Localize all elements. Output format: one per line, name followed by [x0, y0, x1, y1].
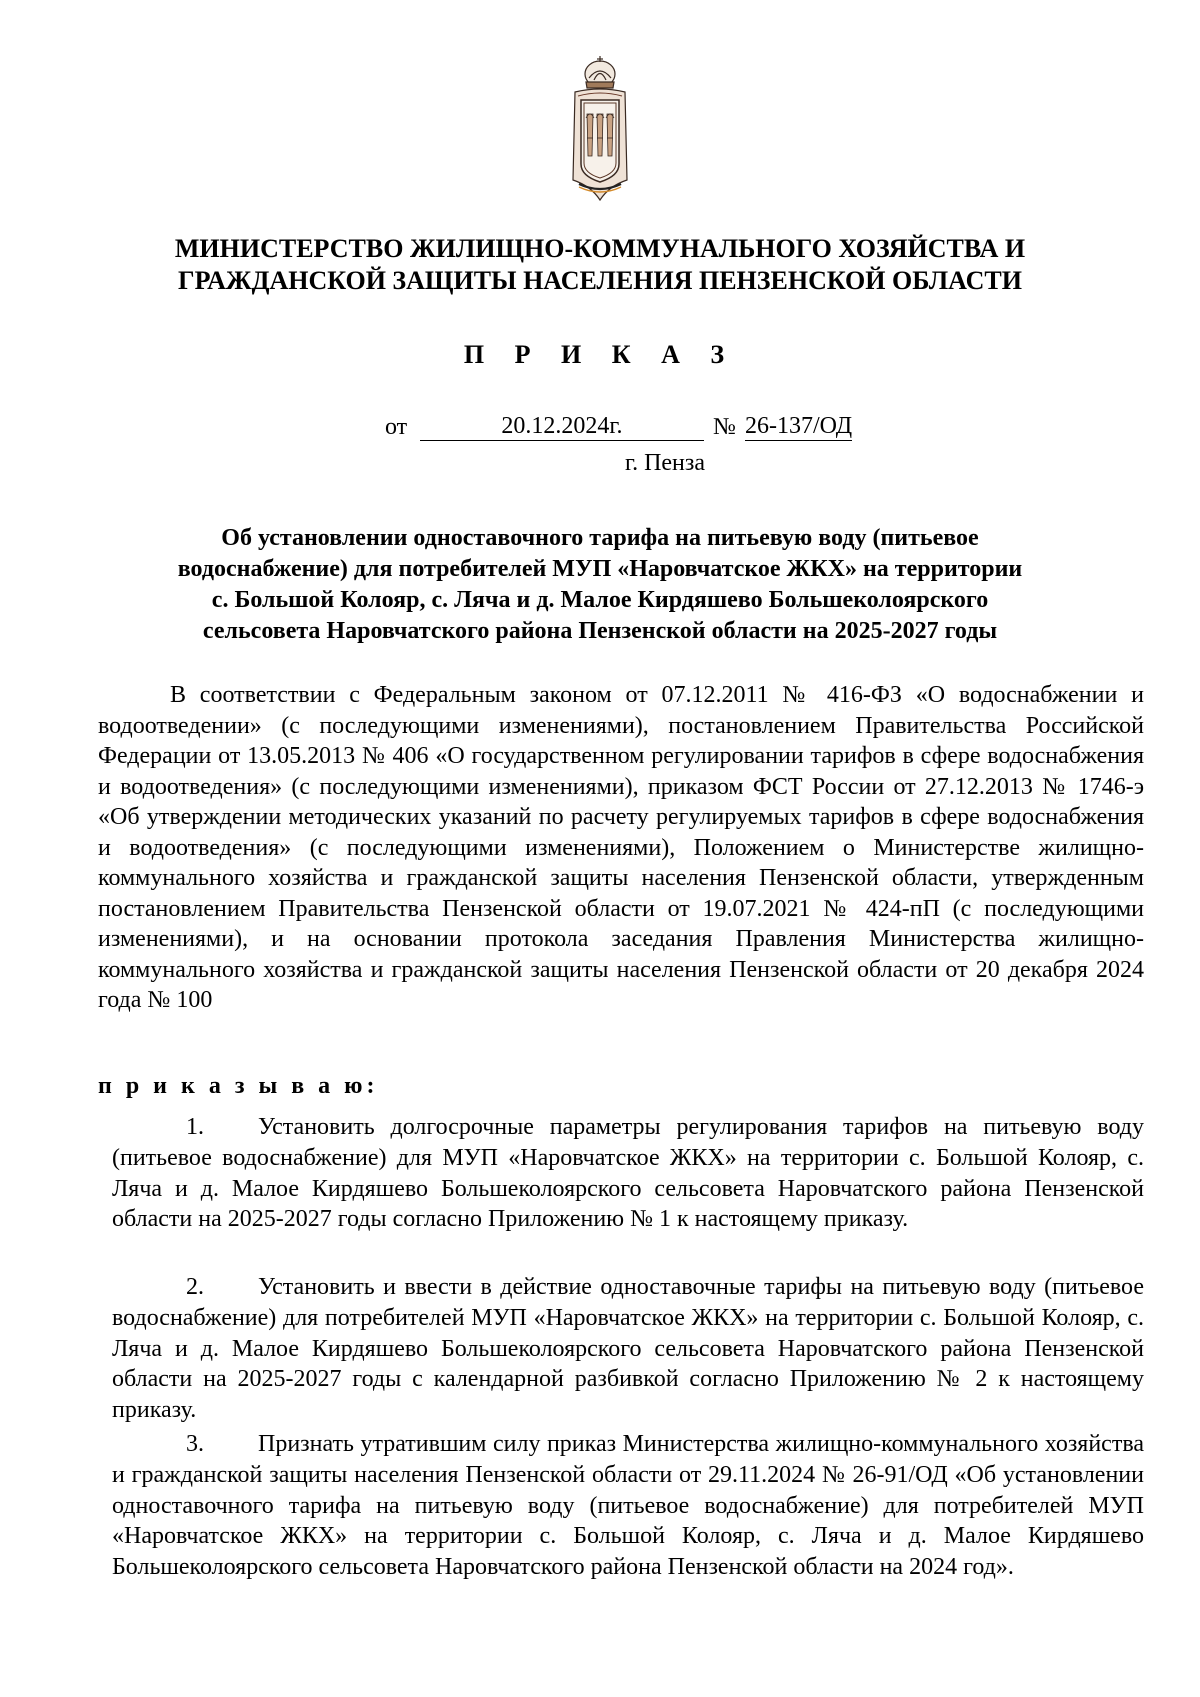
subject-line-2: водоснабжение) для потребителей МУП «Наровчатское ЖКХ» на территории [177, 556, 1023, 582]
ministry-name-line-2: ГРАЖДАНСКОЙ ЗАЩИТЫ НАСЕЛЕНИЯ ПЕНЗЕНСКОЙ ОБЛАСТИ [178, 266, 1022, 295]
preamble-paragraph: В соответствии с Федеральным законом от 07.12.2011 № 416-ФЗ «О водоснабжении и водоотведении» (с последующими изменениями), постановлением Правительства Российской Федерации от 13.05.2013 № 406 «О государственном регулировании тарифов в сфере водоснабжения и водоотведения» (с последующими изменениями), приказом ФСТ России от 27.12.2013 № 1746-э «Об утверждении методических указаний по расчету регулируемых тарифов в сфере водоснабжения и водоотведения» (с последующими изменениями), Положением о Министерстве жилищно-коммунального хозяйства и гражданской защиты населения Пензенской области, утвержденным постановлением Правительства Пензенской области от 19.07.2021 № 424-пП (с последующими изменениями), и на основании протокола заседания Правления Министерства жилищно-коммунального хозяйства и гражданской защиты населения Пензенской области от 20 декабря 2024 года № 100 [98, 682, 1144, 1013]
document-type-title: П Р И К А З [463, 340, 737, 369]
ministry-name [100, 233, 1100, 297]
subject-line-3: с. Большой Колояр, с. Ляча и д. Малое Кирдяшево Большеколоярского [211, 587, 989, 613]
item-number: 3. [186, 1431, 204, 1457]
order-item [112, 1429, 1144, 1583]
item-number: 1. [186, 1114, 204, 1140]
subject-line-1: Об установлении одноставочного тарифа на питьевую воду (питьевое [221, 525, 979, 551]
item-number: 2. [186, 1274, 204, 1300]
item-text: Признать утратившим силу приказ Министерства жилищно-коммунального хозяйства и гражданской защиты населения Пензенской области от 29.11.2024 № 26-91/ОД «Об установлении одноставочного тарифа на питьевую воду (питьевое водоснабжение) для потребителей МУП «Наровчатское ЖКХ» на территории с. Большой Колояр, с. Ляча и д. Малое Кирдяшево Большеколоярского сельсовета Наровчатского района Пензенской области на 2024 год». [112, 1431, 1144, 1581]
ministry-name-line-1: МИНИСТЕРСТВО ЖИЛИЩНО-КОММУНАЛЬНОГО ХОЗЯЙСТВА И [174, 234, 1026, 263]
penza-coat-of-arms-icon [569, 52, 631, 204]
order-number: 26-137/ОД [745, 413, 853, 439]
order-word: п р и к а з ы в а ю: [98, 1073, 379, 1099]
order-item [112, 1272, 1144, 1426]
subject-line-4: сельсовета Наровчатского района Пензенской области на 2025-2027 годы [202, 618, 998, 644]
order-subject [100, 523, 1100, 647]
order-item [112, 1112, 1144, 1235]
item-text: Установить долгосрочные параметры регулирования тарифов на питьевую воду (питьевое водоснабжение) для МУП «Наровчатское ЖКХ» на территории с. Большой Колояр, с. Ляча и д. Малое Кирдяшево Большеколоярского сельсовета Наровчатского района Пензенской области на 2025-2027 годы согласно Приложению № 1 к настоящему приказу. [112, 1114, 1144, 1233]
item-text: Установить и ввести в действие одноставочные тарифы на питьевую воду (питьевое водоснабжение) для потребителей МУП «Наровчатское ЖКХ» на территории с. Большой Колояр, с. Ляча и д. Малое Кирдяшево Большеколоярского сельсовета Наровчатского района Пензенской области на 2025-2027 годы с календарной разбивкой согласно Приложению № 2 к настоящему приказу. [112, 1274, 1144, 1424]
city-label: г. Пенза [624, 450, 706, 476]
from-label: от [385, 414, 408, 440]
number-label: № [713, 414, 736, 440]
order-date: 20.12.2024г. [420, 412, 704, 441]
